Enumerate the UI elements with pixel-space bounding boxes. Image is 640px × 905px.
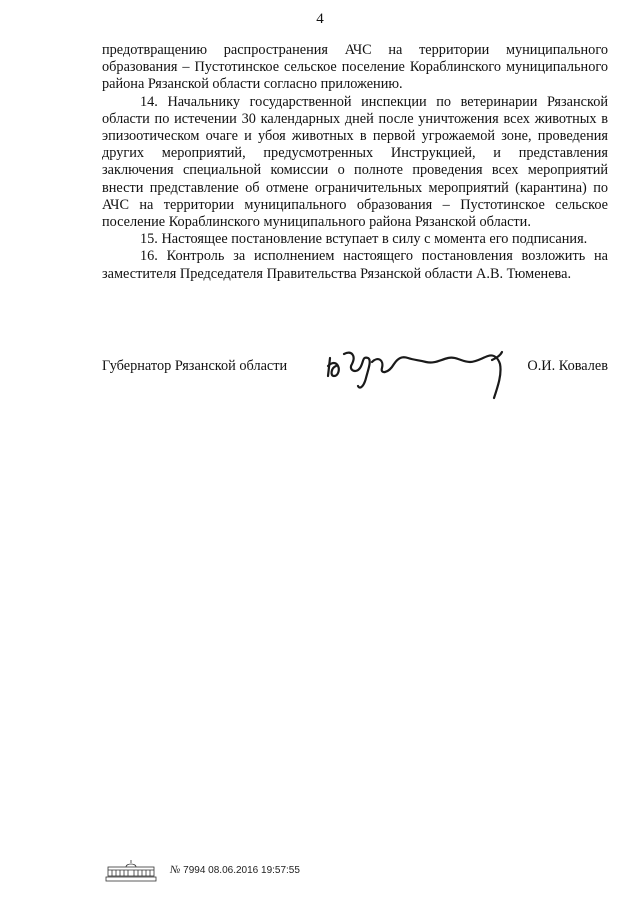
government-building-icon: [104, 858, 158, 882]
document-footer: [104, 858, 364, 882]
paragraph-16: 16. Контроль за исполнением настоящего постановления возложить на заместителя Председателя Правительства Рязанской области А.В. Тюменева.: [102, 248, 608, 282]
paragraph-15: 15. Настоящее постановление вступает в силу с момента его подписания.: [140, 231, 588, 248]
registration-stamp: [170, 864, 300, 876]
handwritten-signature-icon: [322, 340, 522, 406]
signatory-name: О.И. Ковалев: [527, 358, 608, 374]
document-body: [102, 42, 608, 283]
registration-number-date: 7994 08.06.2016 19:57:55: [183, 865, 300, 876]
number-sign: №: [170, 864, 181, 876]
paragraph-14: 14. Начальнику государственной инспекции по ветеринарии Рязанской области по истечении 30 календарных дней после уничтожения всех животных в эпизоотическом очаге и убоя животных в первой угрожаемой зоне, проведения других мероприятий, предусмотренных Инструкцией, и представления заключения специальной комиссии о полноте проведения всех мероприятий внести представление об отмене ограничительных мероприятий (карантина) по АЧС на территории муниципального образования – Пустотинское сельское поселение Кораблинского муниципального района Рязанской области.: [102, 93, 608, 231]
paragraph-continuation: предотвращению распространения АЧС на территории муниципального образования – Пустотинское сельское поселение Кораблинского муниципального района Рязанской области согласно приложению.: [102, 42, 608, 93]
page-number: 4: [316, 11, 324, 27]
signatory-title: Губернатор Рязанской области: [102, 358, 288, 374]
signature-block: [102, 340, 608, 410]
